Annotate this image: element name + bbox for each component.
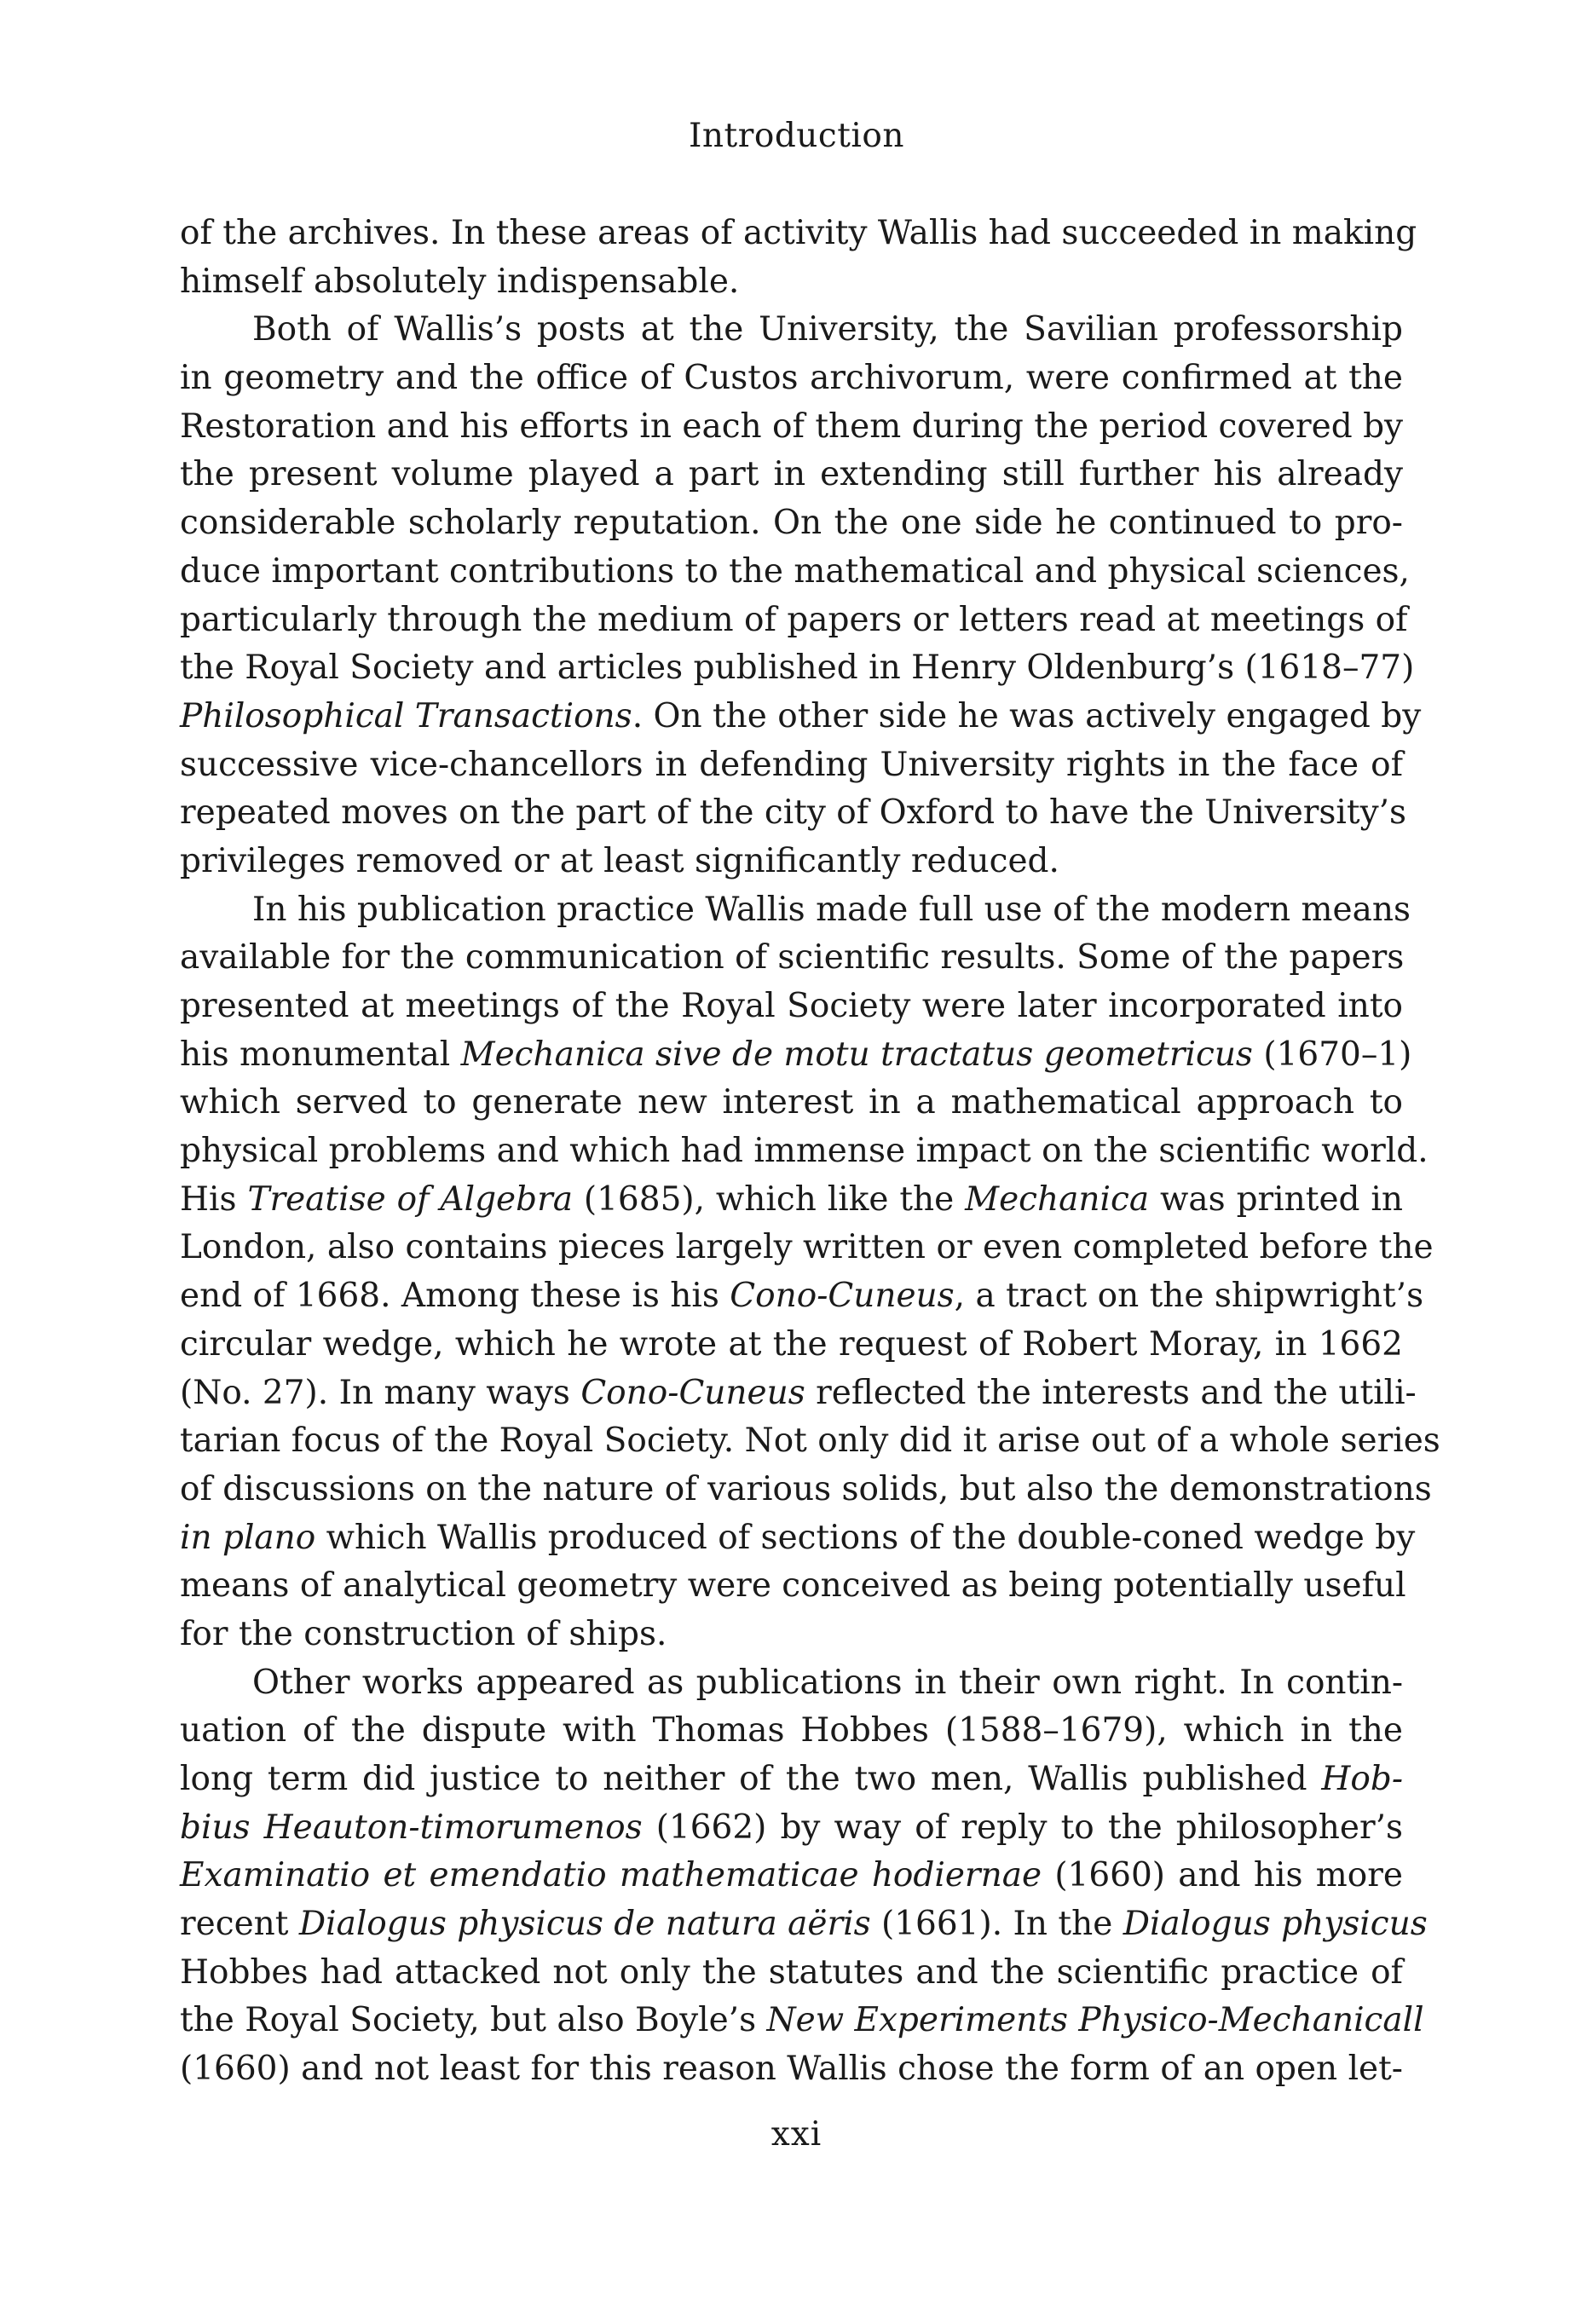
paragraph-1 [180,210,1417,306]
text-line: Philosophical Transactions. On the other side he was actively engaged by [180,696,1422,735]
running-head: Introduction [689,117,904,155]
text-line: for the construction of ships. [180,1614,667,1653]
text-line: uation of the dispute with Thomas Hobbes (1588–1679), which in the [180,1711,1403,1750]
text-line: Examinatio et emendatio mathematicae hodiernae (1660) and his more [180,1856,1403,1895]
text-line: available for the communication of scientific results. Some of the papers [180,938,1405,977]
paragraph-3 [180,886,1440,1659]
text-line: the Royal Society and articles published in Henry Oldenburg’s (1618–77) [180,649,1415,688]
text-line: in geometry and the office of Custos archivorum, were confirmed at the [180,359,1403,398]
text-line: his monumental Mechanica sive de motu tractatus geometricus (1670–1) [180,1035,1412,1074]
text-line: (No. 27). In many ways Cono-Cuneus reflected the interests and the utili- [180,1373,1417,1412]
text-line: the present volume played a part in extending still further his already [180,455,1403,494]
body-text [180,210,1440,2094]
text-line: physical problems and which had immense impact on the scientific world. [180,1132,1429,1171]
page-number: xxi [771,2115,822,2154]
text-line: end of 1668. Among these is his Cono-Cuneus, a tract on the shipwright’s [180,1277,1424,1316]
text-line: tarian focus of the Royal Society. Not only did it arise out of a whole series [180,1422,1440,1461]
text-line: In his publication practice Wallis made full use of the modern means [252,890,1411,929]
text-line: presented at meetings of the Royal Society were later incorporated into [180,987,1403,1025]
text-line: circular wedge, which he wrote at the request of Robert Moray, in 1662 [180,1324,1403,1364]
text-line: considerable scholarly reputation. On the one side he continued to pro- [180,504,1403,543]
text-line: duce important contributions to the mathematical and physical sciences, [180,551,1410,591]
text-line: himself absolutely indispensable. [180,262,740,301]
text-line: Hobbes had attacked not only the statutes and the scientific practice of [180,1952,1403,1992]
text-line: of discussions on the nature of various solids, but also the demonstrations [180,1469,1432,1508]
text-line: which served to generate new interest in a mathematical approach to [180,1083,1403,1122]
paragraph-2 [180,306,1422,885]
text-line: London, also contains pieces largely written or even completed before the [180,1228,1434,1267]
text-line: Both of Wallis’s posts at the University, the Savilian professorship [252,310,1403,349]
text-line: successive vice-chancellors in defending University rights in the face of [180,745,1403,784]
text-line: His Treatise of Algebra (1685), which like the Mechanica was printed in [180,1179,1404,1219]
text-line: the Royal Society, but also Boyle’s New Experiments Physico-Mechanicall [180,2001,1424,2040]
text-line: (1660) and not least for this reason Wallis chose the form of an open let- [180,2050,1403,2089]
paragraph-4 [180,1659,1428,2094]
text-line: particularly through the medium of papers or letters read at meetings of [180,600,1408,639]
text-line: privileges removed or at least significantly reduced. [180,841,1059,880]
text-line: bius Heauton-timorumenos (1662) by way of reply to the philosopher’s [180,1808,1403,1847]
text-line: of the archives. In these areas of activity Wallis had succeeded in making [180,214,1417,252]
text-line: means of analytical geometry were conceived as being potentially useful [180,1566,1406,1606]
text-line: long term did justice to neither of the two men, Wallis published Hob- [180,1760,1403,1798]
text-line: Restoration and his efforts in each of them during the period covered by [180,407,1404,446]
text-line: Other works appeared as publications in their own right. In contin- [252,1663,1403,1702]
text-line: in plano which Wallis produced of sections of the double-coned wedge by [180,1518,1416,1557]
text-line: recent Dialogus physicus de natura aëris (1661). In the Dialogus physicus [180,1905,1428,1944]
text-line: repeated moves on the part of the city of Oxford to have the University’s [180,793,1407,833]
